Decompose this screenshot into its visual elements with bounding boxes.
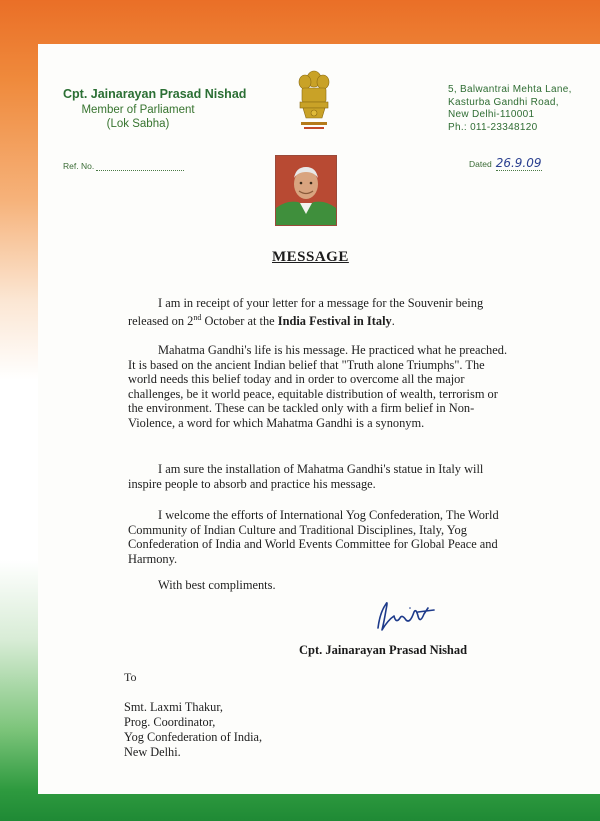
- date-field: [469, 156, 542, 170]
- ref-dotted-line: [96, 170, 184, 171]
- ref-label: Ref. No.: [63, 161, 95, 171]
- addressee-block: [124, 700, 262, 760]
- closing-line: With best compliments.: [158, 578, 276, 592]
- message-paragraph: I am in receipt of your letter for a message for the Souvenir being released on 2nd October at the India Festival in Italy.: [128, 296, 484, 328]
- address-line: Kasturba Gandhi Road,: [448, 96, 559, 108]
- signer-name: Cpt. Jainarayan Prasad Nishad: [299, 643, 468, 657]
- mp-role: Member of Parliament: [81, 104, 195, 116]
- mp-name: Cpt. Jainarayan Prasad Nishad: [63, 87, 247, 101]
- portrait-image: [276, 156, 336, 225]
- portrait-photo: [275, 155, 337, 226]
- addressee-line: Prog. Coordinator,: [124, 715, 216, 729]
- address-line: Ph.: 011-23348120: [448, 121, 538, 133]
- addressee-line: Smt. Laxmi Thakur,: [124, 700, 224, 714]
- to-label: To: [124, 670, 137, 684]
- letterhead-left: [63, 87, 247, 130]
- addressee-line: Yog Confederation of India,: [124, 730, 263, 744]
- address-line: 5, Balwantrai Mehta Lane,: [448, 84, 572, 95]
- message-paragraph: I am sure the installation of Mahatma Gandhi's statue in Italy will inspire people to absorb and practice his message.: [128, 462, 484, 491]
- dated-label: Dated: [469, 159, 492, 169]
- addressee-line: New Delhi.: [124, 745, 181, 759]
- address-line: New Delhi-110001: [448, 109, 535, 120]
- message-paragraph: Mahatma Gandhi's life is his message. He practiced what he preached. It is based on the ancient Indian belief that "Truth alone Triumphs". The world needs this belief today and in order to overcome all the major challenges, be it world peace, equitable distribution of wealth, terrorism or the environment. These can be tackled only with a firm belief in Non-Violence, a word for which Mahatma Gandhi is a synonym.: [128, 343, 508, 430]
- ref-no: [63, 161, 184, 171]
- handwritten-signature: [372, 598, 436, 634]
- dated-value: 26.9.09: [495, 156, 542, 170]
- state-emblem-icon: [297, 68, 331, 132]
- mp-house: (Lok Sabha): [106, 118, 170, 130]
- message-title: MESSAGE: [272, 249, 349, 265]
- letterhead-address: [448, 84, 572, 134]
- message-paragraph: I welcome the efforts of International Yog Confederation, The World Community of Indian Culture and Traditional Disciplines, Italy, Yog Confederation of India and World Events Committee for Global Peace and Harmony.: [128, 508, 499, 566]
